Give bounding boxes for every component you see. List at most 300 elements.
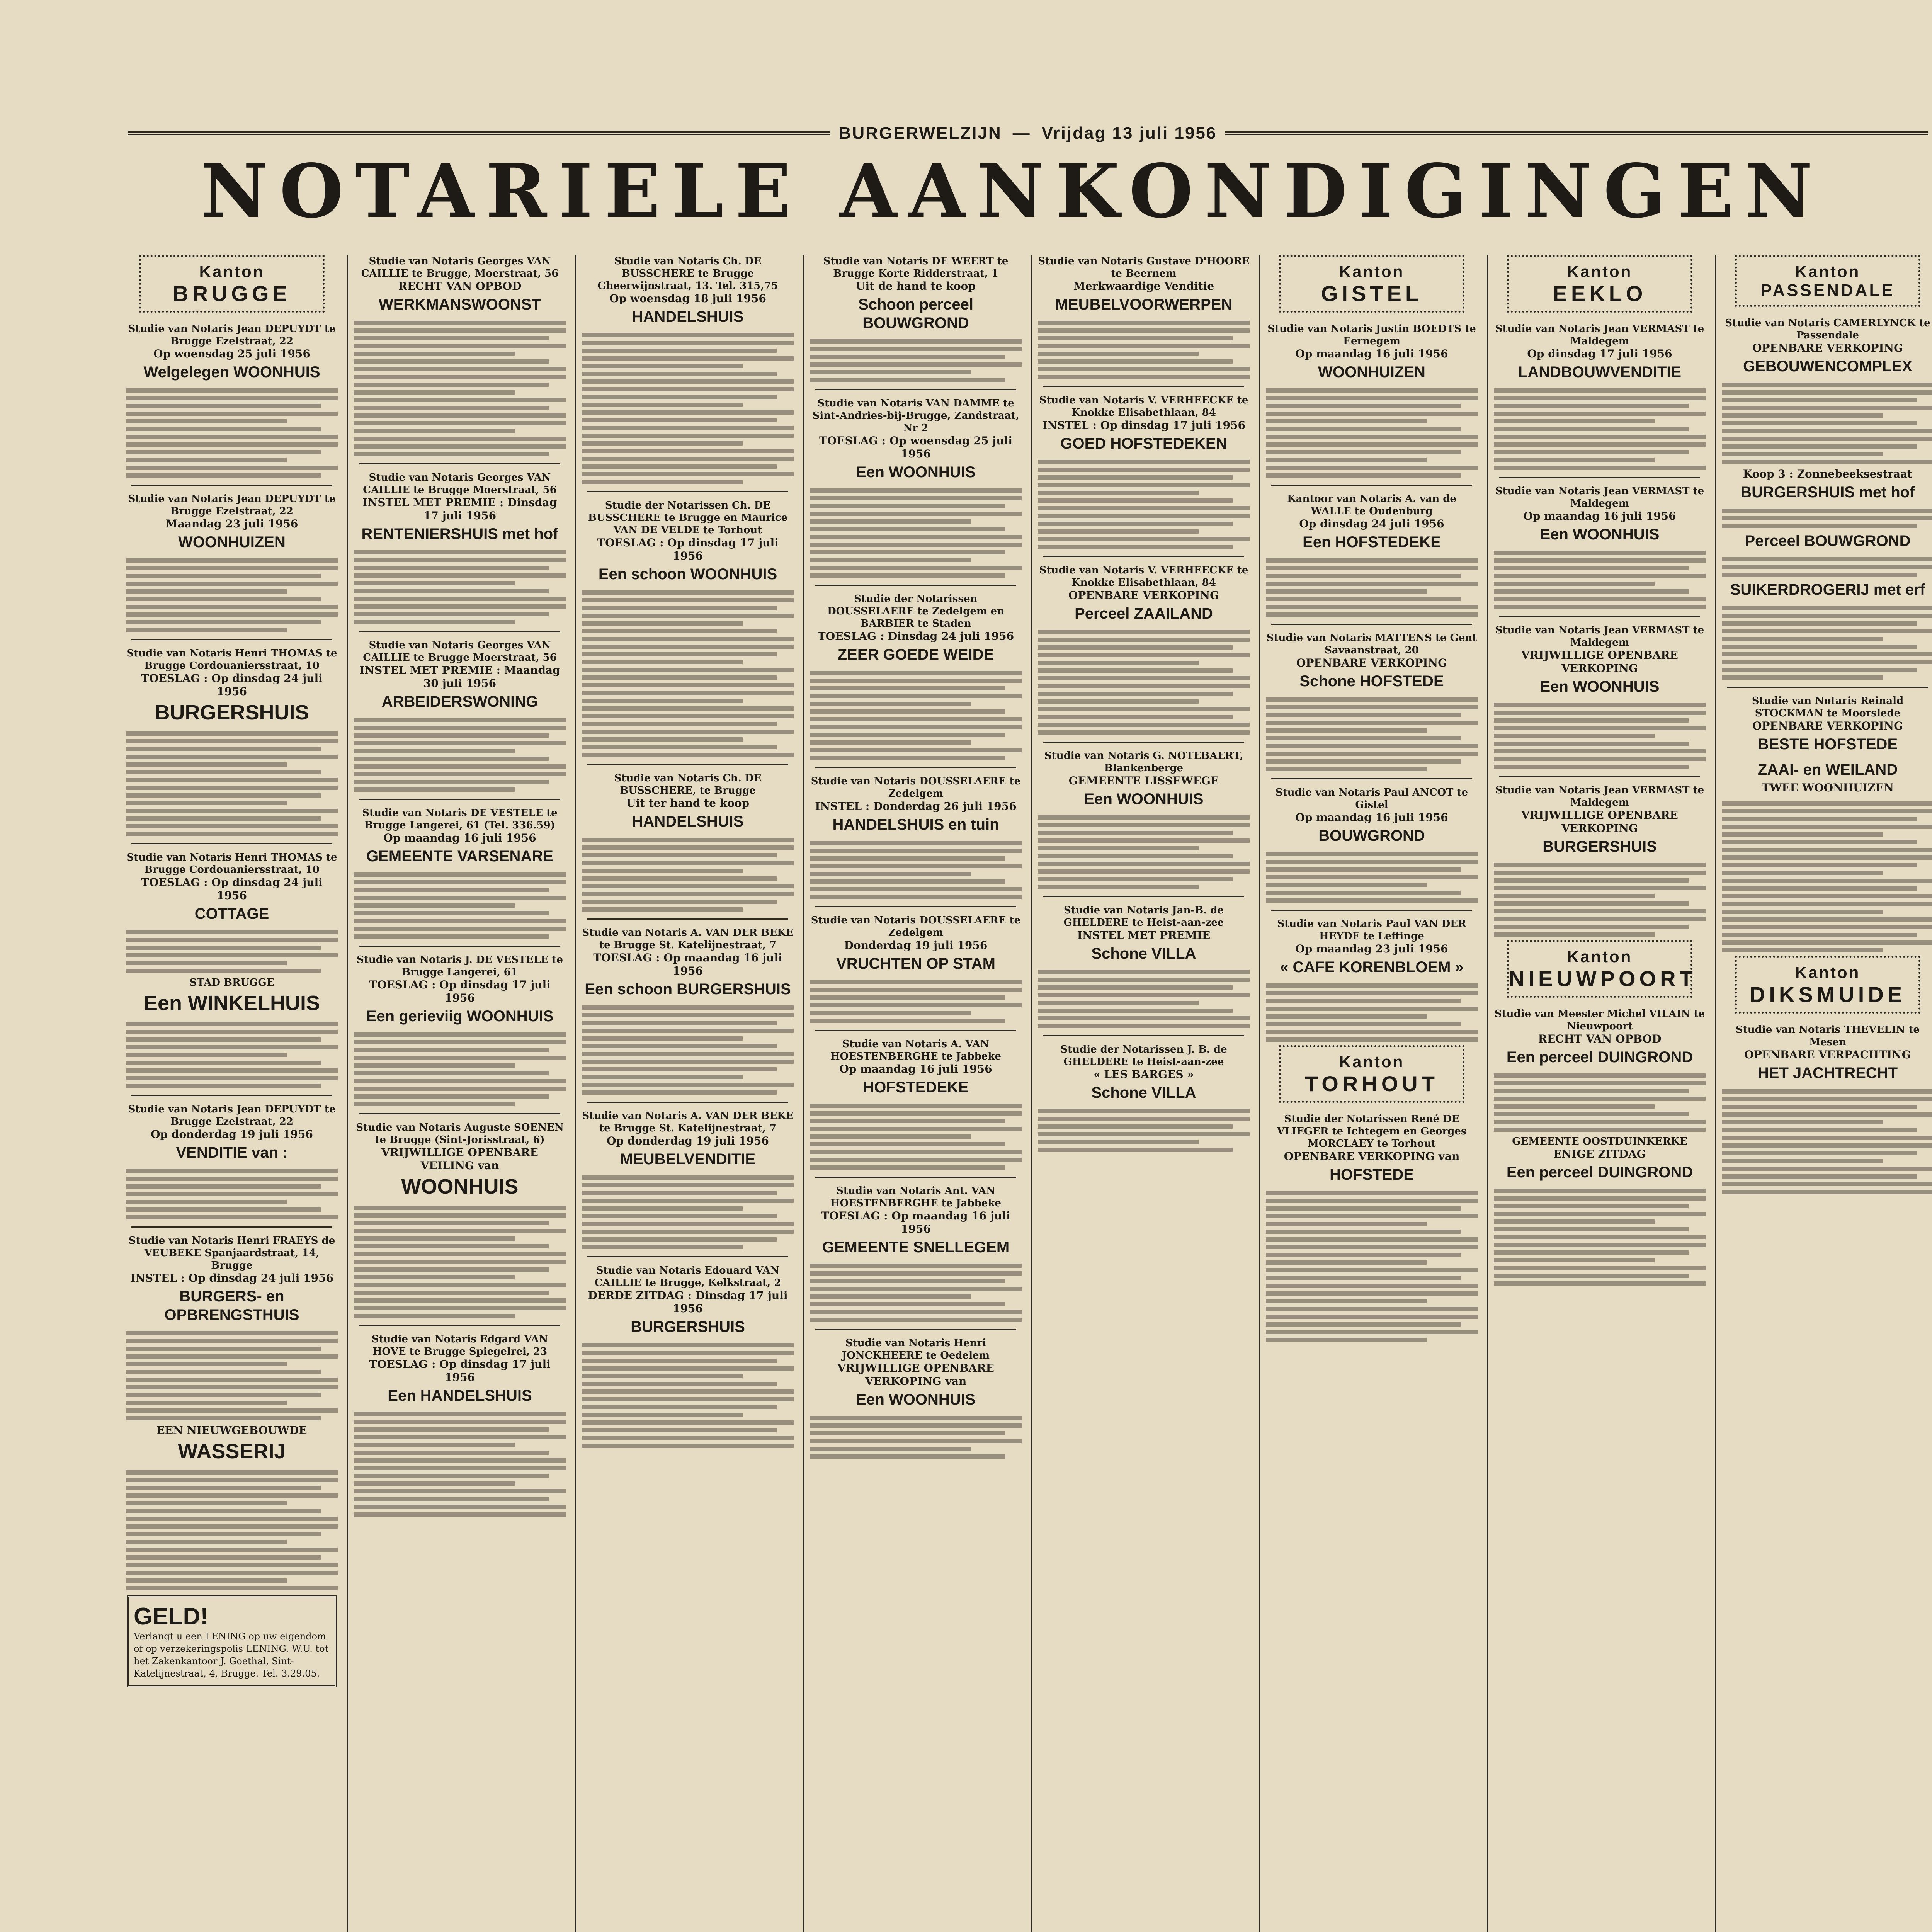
- kanton-brugge: [139, 255, 325, 313]
- column-4: [808, 255, 1024, 1932]
- notice: [126, 976, 338, 1015]
- notice-heading: Schone VILLA: [1091, 945, 1196, 962]
- notice: [1266, 1113, 1478, 1184]
- notice-study: Studie van Notaris Edouard VAN CAILLIE te Brugge, Kelkstraat, 2: [594, 1265, 781, 1289]
- column-rule: [575, 255, 576, 1932]
- notice-heading: GEMEENTE VARSENARE: [366, 848, 553, 865]
- page-title: NOTARIELE AANKONDIGINGEN: [201, 148, 1824, 234]
- divider: [1271, 485, 1472, 486]
- notice: [582, 499, 794, 583]
- notice-body-text: [582, 1005, 794, 1095]
- notice-date: VRIJWILLIGE OPENBARE VERKOPING van: [837, 1362, 994, 1388]
- column-3: [580, 255, 796, 1932]
- notice: [1038, 1043, 1250, 1102]
- notice: [1038, 564, 1250, 623]
- column-7: [1492, 255, 1708, 1932]
- notice: [1722, 580, 1932, 599]
- column-rule: [1259, 255, 1260, 1932]
- divider: [1043, 556, 1244, 557]
- notice-body-text: [1722, 1089, 1932, 1194]
- notice-date: Op maandag 16 juli 1956: [1295, 347, 1448, 360]
- notice-study: Studie van Notaris Jean DEPUYDT te Brugge Ezelstraat, 22: [128, 1104, 336, 1128]
- notice-heading: HET JACHTRECHT: [1757, 1065, 1898, 1082]
- kanton-label: Kanton: [1339, 262, 1405, 281]
- notice-heading: WOONHUIS: [401, 1175, 519, 1198]
- notice-study: Studie van Meester Michel VILAIN te Nieuwpoort: [1494, 1008, 1705, 1032]
- notice: [126, 1235, 338, 1324]
- notice: [1038, 750, 1250, 808]
- notice-heading: GOED HOFSTEDEKEN: [1060, 435, 1227, 452]
- notice-body-text: [126, 930, 338, 973]
- ad-geld-title: GELD!: [134, 1603, 208, 1630]
- divider: [359, 1113, 560, 1114]
- notice-heading: WERKMANSWOONST: [379, 296, 541, 313]
- divider: [815, 1030, 1016, 1031]
- notice-heading: BURGERSHUIS met hof: [1740, 484, 1915, 501]
- notice-body-text: [1494, 863, 1706, 937]
- notice-heading: Een WOONHUIS: [856, 464, 976, 481]
- notice-body-text: [810, 841, 1022, 899]
- notice-study: Studie van Notaris Justin BOEDTS te Eernegem: [1267, 323, 1476, 347]
- notice-date: TOESLAG : Op maandag 16 juli 1956: [593, 951, 782, 977]
- notice-heading: BESTE HOFSTEDE: [1757, 736, 1898, 753]
- column-6: [1264, 255, 1480, 1932]
- column-8: [1719, 255, 1932, 1932]
- notice: [1266, 786, 1478, 845]
- notice-body-text: [1494, 551, 1706, 609]
- notice-date: INSTEL : Op dinsdag 17 juli 1956: [1042, 419, 1245, 432]
- divider: [1271, 778, 1472, 779]
- notice-date: RECHT VAN OPBOD: [1538, 1032, 1662, 1045]
- notice-study: Studie van Notaris Henri THOMAS te Brugge Cordouaniersstraat, 10: [126, 648, 337, 672]
- divider: [815, 585, 1016, 586]
- notice-body-text: [126, 1470, 338, 1590]
- column-rule: [347, 255, 348, 1932]
- notice: [810, 593, 1022, 664]
- notice-heading: WASSERIJ: [178, 1440, 286, 1463]
- notice-body-text: [1266, 558, 1478, 617]
- notice-heading: Een HOFSTEDEKE: [1303, 534, 1441, 551]
- notice: [1494, 1135, 1706, 1182]
- divider: [1271, 910, 1472, 911]
- notice-study: Studie van Notaris Henri THOMAS te Brugge Cordouaniersstraat, 10: [126, 852, 337, 876]
- column-rule: [1715, 255, 1716, 1932]
- notice: [354, 807, 566, 866]
- notice-body-text: [1038, 1109, 1250, 1152]
- notice-study: GEMEENTE OOSTDUINKERKE: [1512, 1136, 1687, 1147]
- notice-study: Studie van Notaris J. DE VESTELE te Brugge Langerei, 61: [357, 954, 563, 978]
- divider: [131, 1226, 332, 1228]
- notice-date: VRIJWILLIGE OPENBARE VERKOPING: [1521, 649, 1678, 675]
- notice: [1038, 904, 1250, 963]
- notice-body-text: [1722, 801, 1932, 952]
- running-head: [128, 122, 1928, 145]
- kanton-label: Kanton: [1795, 262, 1861, 281]
- notice-date: Op woensdag 25 juli 1956: [153, 347, 310, 360]
- notice-study: Studie van Notaris Jean DEPUYDT te Brugge Ezelstraat, 22: [128, 493, 336, 517]
- notice-date: Op woensdag 18 juli 1956: [609, 292, 766, 305]
- kanton-diksmuide: [1735, 956, 1920, 1014]
- notice-heading: Een WINKELHUIS: [143, 992, 320, 1015]
- running-head-separator: —: [1012, 124, 1031, 143]
- notice-body-text: [354, 550, 566, 624]
- notice-heading: Welgelegen WOONHUIS: [143, 364, 320, 381]
- notice: [354, 255, 566, 314]
- notice-date: INSTEL MET PREMIE : Dinsdag 17 juli 1956: [362, 496, 557, 522]
- notice-study: Studie van Notaris CAMERLYNCK te Passendale: [1725, 317, 1930, 341]
- notice-body-text: [354, 1412, 566, 1517]
- divider: [815, 1177, 1016, 1178]
- notice-heading: MEUBELVOORWERPEN: [1055, 296, 1233, 313]
- notice: [354, 639, 566, 711]
- divider: [587, 764, 788, 765]
- notice-body-text: [1494, 1189, 1706, 1286]
- notice: [126, 1424, 338, 1463]
- notice-heading: WOONHUIZEN: [178, 534, 286, 551]
- notice-heading: Perceel ZAAILAND: [1075, 605, 1213, 622]
- notice-study: Studie der Notarissen Ch. DE BUSSCHERE te Brugge en Maurice VAN DE VELDE te Torhout: [588, 500, 788, 536]
- notice: [1266, 323, 1478, 381]
- kanton-gistel: [1279, 255, 1464, 313]
- notice: [1722, 468, 1932, 502]
- notice-body-text: [810, 488, 1022, 578]
- column-1: [124, 255, 340, 1932]
- notice-study: Kantoor van Notaris A. van de WALLE te Oudenburg: [1287, 493, 1456, 517]
- divider: [1499, 477, 1700, 478]
- notice-body-text: [1494, 1073, 1706, 1132]
- notice-study: Studie van Notaris Henri JONCKHEERE te Oedelem: [842, 1337, 990, 1361]
- notice-date: Op maandag 16 juli 1956: [1523, 510, 1676, 522]
- notice: [1038, 255, 1250, 314]
- notice-date: Op donderdag 19 juli 1956: [607, 1134, 769, 1147]
- notice-date: TOESLAG : Op woensdag 25 juli 1956: [819, 434, 1012, 460]
- notice-heading: Schone HOFSTEDE: [1299, 673, 1444, 690]
- notice: [126, 1103, 338, 1162]
- notice-body-text: [1722, 606, 1932, 680]
- ad-geld-text: Verlangt u een LENING op uw eigendom of op verzekeringspolis LENING. W.U. tot het Zakenkantoor J. Goethal, Sint-Katelijnestraat, 4, Brugge. Tel. 3.29.05.: [134, 1631, 329, 1679]
- notice: [1722, 760, 1932, 794]
- notice-date: TOESLAG : Op dinsdag 17 juli 1956: [369, 978, 551, 1004]
- kanton-label: Kanton: [1795, 963, 1861, 981]
- kanton-label: Kanton: [1567, 262, 1633, 281]
- notice-date: Op maandag 16 juli 1956: [1295, 811, 1448, 824]
- notice-heading: RENTENIERSHUIS met hof: [361, 526, 558, 543]
- notice-heading: Schoon perceel BOUWGROND: [858, 296, 973, 332]
- notice-heading: Een perceel DUINGROND: [1506, 1164, 1693, 1181]
- divider: [359, 799, 560, 800]
- divider: [359, 1325, 560, 1326]
- kanton-label: Kanton: [199, 262, 265, 281]
- notice: [1494, 624, 1706, 696]
- notice-body-text: [582, 333, 794, 484]
- notice: [1494, 1008, 1706, 1066]
- notice-heading: ARBEIDERSWONING: [381, 693, 538, 710]
- notice-date: TOESLAG : Dinsdag 24 juli 1956: [817, 630, 1014, 643]
- notice-study: Studie van Notaris Georges VAN CAILLIE te Brugge Moerstraat, 56: [363, 639, 557, 663]
- notice-heading: BURGERSHUIS: [631, 1318, 745, 1335]
- notice-study: Studie van Notaris A. VAN HOESTENBERGHE te Jabbeke: [830, 1038, 1001, 1062]
- notice: [126, 323, 338, 381]
- notice-heading: Een HANDELSHUIS: [388, 1387, 532, 1404]
- notice-date: Uit ter hand te koop: [626, 797, 749, 810]
- notice-study: Studie van Notaris MATTENS te Gent Savaanstraat, 20: [1266, 632, 1477, 656]
- notice-heading: Een WOONHUIS: [1540, 678, 1660, 695]
- notice-study: Studie van Notaris Jean VERMAST te Maldegem: [1495, 323, 1704, 347]
- notice: [582, 1264, 794, 1336]
- notice-body-text: [582, 1175, 794, 1249]
- notice-heading: BURGERSHUIS: [155, 701, 309, 724]
- notice-body-text: [810, 671, 1022, 760]
- divider: [1043, 742, 1244, 743]
- notice-date: INSTEL MET PREMIE: [1077, 929, 1211, 942]
- notice-study: Studie van Notaris A. VAN DER BEKE te Brugge St. Katelijnestraat, 7: [582, 927, 794, 951]
- notice-body-text: [1038, 630, 1250, 735]
- notice-body-text: [810, 1416, 1022, 1459]
- notice: [1494, 485, 1706, 544]
- notice: [582, 1110, 794, 1168]
- notice-heading: Een WOONHUIS: [1084, 791, 1204, 808]
- notice: [582, 772, 794, 831]
- column-5: [1036, 255, 1252, 1932]
- notice: [1722, 695, 1932, 753]
- notice-body-text: [810, 1104, 1022, 1170]
- notice-body-text: [354, 321, 566, 456]
- divider: [815, 389, 1016, 390]
- notice-date: Op dinsdag 24 juli 1956: [1299, 517, 1444, 530]
- notice-date: RECHT VAN OPBOD: [398, 280, 522, 293]
- notice-study: Studie van Notaris Ch. DE BUSSCHERE, te Brugge: [614, 772, 762, 796]
- notice-body-text: [126, 731, 338, 836]
- notice-heading: Schone VILLA: [1091, 1084, 1196, 1101]
- kanton-nieuwpoort: [1507, 940, 1697, 998]
- notice-study: Studie van Notaris Jean DEPUYDT te Brugge Ezelstraat, 22: [128, 323, 336, 347]
- header-rule-left: [128, 131, 830, 135]
- notice-study: Studie van Notaris VAN DAMME te Sint-Andries-bij-Brugge, Zandstraat, Nr 2: [812, 398, 1019, 434]
- notice-date: OPENBARE VERKOPING: [1752, 342, 1903, 354]
- notice-date: VRIJWILLIGE OPENBARE VERKOPING: [1521, 809, 1678, 835]
- kanton-name: TORHOUT: [1305, 1071, 1439, 1096]
- notice-heading: ZAAI- en WEILAND: [1757, 761, 1898, 778]
- notice-heading: COTTAGE: [194, 905, 269, 922]
- notice: [354, 1333, 566, 1405]
- notice-date: Donderdag 19 juli 1956: [844, 939, 988, 952]
- notice: [1722, 1024, 1932, 1082]
- ad-geld: [127, 1595, 337, 1687]
- notice-heading: BURGERSHUIS: [1543, 838, 1657, 855]
- notice-study: Studie van Notaris Jan-B. de GHELDERE te Heist-aan-zee: [1063, 905, 1224, 929]
- divider: [359, 946, 560, 947]
- notice-study: Studie van Notaris G. NOTEBAERT, Blankenberge: [1044, 750, 1243, 774]
- notice-date: OPENBARE VERKOPING: [1296, 656, 1447, 669]
- notice-body-text: [1038, 460, 1250, 549]
- notice-date: Koop 3 : Zonnebeeksestraat: [1743, 468, 1913, 480]
- notice-body-text: [1266, 697, 1478, 771]
- notice-study: Studie van Notaris A. VAN DER BEKE te Brugge St. Katelijnestraat, 7: [582, 1110, 794, 1134]
- notice-body-text: [126, 388, 338, 478]
- notice-heading: HANDELSHUIS: [632, 813, 744, 830]
- notice-date: Op maandag 23 juli 1956: [1295, 942, 1448, 955]
- kanton-torhout: [1279, 1045, 1464, 1103]
- divider: [1271, 624, 1472, 625]
- notice-body-text: [582, 1343, 794, 1448]
- notice-body-text: [354, 718, 566, 792]
- notice-body-text: [1266, 388, 1478, 478]
- notice-body-text: [126, 1331, 338, 1420]
- notice-body-text: [354, 1206, 566, 1318]
- notice-study: Studie van Notaris DOUSSELAERE te Zedelgem: [811, 776, 1021, 799]
- notice-study: Studie van Notaris Reinald STOCKMAN te Moorslede: [1752, 695, 1904, 719]
- notice: [810, 914, 1022, 973]
- notice: [354, 471, 566, 543]
- notice-date: Op dinsdag 17 juli 1956: [1527, 347, 1672, 360]
- notice-heading: LANDBOUWVENDITIE: [1518, 364, 1682, 381]
- notice-heading: BURGERS- en OPBRENGSTHUIS: [164, 1288, 299, 1323]
- notice-date: TOESLAG : Op dinsdag 17 juli 1956: [597, 536, 779, 562]
- notice-study: Studie van Notaris THEVELIN te Mesen: [1735, 1024, 1920, 1048]
- notice-body-text: [126, 1022, 338, 1088]
- notice-heading: GEBOUWENCOMPLEX: [1743, 358, 1912, 375]
- notice-body-text: [1494, 703, 1706, 769]
- notice-body-text: [810, 980, 1022, 1023]
- divider: [1043, 1035, 1244, 1036]
- divider: [815, 767, 1016, 768]
- notice-date: « LES BARGES »: [1094, 1068, 1194, 1081]
- notice-date: Op maandag 16 juli 1956: [383, 832, 536, 844]
- divider: [587, 1102, 788, 1103]
- notice-body-text: [1038, 970, 1250, 1028]
- notice-body-text: [810, 1264, 1022, 1322]
- notice-study: Studie der Notarissen René DE VLIEGER te Ichtegem en Georges MORCLAEY te Torhout: [1277, 1113, 1467, 1150]
- notice-body-text: [1266, 1191, 1478, 1342]
- notice-heading: HOFSTEDEKE: [863, 1079, 969, 1096]
- notice-heading: Een WOONHUIS: [1540, 526, 1660, 543]
- notice-body-text: [1722, 509, 1932, 528]
- notice-study: Studie van Notaris Ch. DE BUSSCHERE te Brugge Gheerwijnstraat, 13. Tel. 315,75: [597, 255, 778, 292]
- divider: [587, 491, 788, 492]
- notice-study: Studie van Notaris Gustave D'HOORE te Beernem: [1038, 255, 1250, 279]
- notice-study: Studie van Notaris Georges VAN CAILLIE te Brugge, Moerstraat, 56: [361, 255, 559, 279]
- notice-heading: Een schoon WOONHUIS: [598, 566, 777, 583]
- divider: [1727, 687, 1928, 688]
- notice-date: Maandag 23 juli 1956: [165, 517, 298, 530]
- notice: [1494, 323, 1706, 381]
- kanton-label: Kanton: [1567, 947, 1633, 966]
- header-rule-right: [1225, 131, 1928, 135]
- kanton-passendale: [1735, 255, 1920, 307]
- notice-date: Op maandag 16 juli 1956: [839, 1063, 992, 1075]
- notice-date: TOESLAG : Op dinsdag 24 juli 1956: [141, 876, 323, 902]
- notice: [126, 493, 338, 551]
- notice-body-text: [354, 1032, 566, 1106]
- column-rule: [803, 255, 804, 1932]
- notice-date: INSTEL : Donderdag 26 juli 1956: [815, 800, 1017, 813]
- running-head-title: BURGERWELZIJN: [838, 124, 1002, 143]
- divider: [587, 1256, 788, 1257]
- notice: [1266, 918, 1478, 976]
- notice-study: Studie van Notaris V. VERHEECKE te Knokke Elisabethlaan, 84: [1039, 395, 1248, 418]
- kanton-name: DIKSMUIDE: [1749, 982, 1906, 1007]
- notice-date: VRIJWILLIGE OPENBARE VEILING van: [381, 1146, 538, 1172]
- notice-body-text: [582, 590, 794, 757]
- notice: [810, 255, 1022, 332]
- kanton-label: Kanton: [1339, 1053, 1405, 1071]
- notice-heading: VENDITIE van :: [176, 1144, 288, 1161]
- notice-heading: Een WOONHUIS: [856, 1391, 976, 1408]
- notice-body-text: [810, 339, 1022, 382]
- notice-body-text: [1722, 383, 1932, 464]
- notice-body-text: [1266, 983, 1478, 1042]
- notice-date: OPENBARE VERKOPING van: [1284, 1150, 1460, 1163]
- notice-heading: HANDELSHUIS en tuin: [832, 816, 999, 833]
- notice: [582, 255, 794, 326]
- notice-body-text: [126, 1169, 338, 1219]
- notice: [126, 851, 338, 923]
- notice-study: Studie van Notaris Ant. VAN HOESTENBERGHE te Jabbeke: [830, 1185, 1001, 1209]
- notice-study: STAD BRUGGE: [189, 977, 274, 988]
- notice: [810, 1185, 1022, 1257]
- notice-date: Op donderdag 19 juli 1956: [151, 1128, 313, 1141]
- notice: [354, 954, 566, 1026]
- kanton-name: EEKLO: [1553, 281, 1647, 306]
- column-rule: [1487, 255, 1488, 1932]
- notice: [1038, 394, 1250, 453]
- notice-study: Studie van Notaris Henri FRAEYS de VEUBEKE Spanjaardstraat, 14, Brugge: [128, 1235, 335, 1271]
- notice-heading: HOFSTEDE: [1330, 1166, 1414, 1183]
- notice-date: Merkwaardige Venditie: [1073, 280, 1214, 293]
- notice: [1494, 784, 1706, 856]
- notice-heading: « CAFE KORENBLOEM »: [1280, 959, 1464, 976]
- notice: [810, 397, 1022, 481]
- kanton-eeklo: [1507, 255, 1692, 313]
- divider: [131, 1095, 332, 1096]
- notice-date: TWEE WOONHUIZEN: [1762, 781, 1894, 794]
- divider: [815, 1329, 1016, 1330]
- notice: [810, 1337, 1022, 1409]
- notice-heading: Een schoon BURGERSHUIS: [585, 981, 791, 998]
- notice-heading: GEMEENTE SNELLEGEM: [822, 1239, 1010, 1256]
- column-rule: [1031, 255, 1032, 1932]
- kanton-name: PASSENDALE: [1760, 281, 1895, 300]
- notice-body-text: [582, 838, 794, 912]
- divider: [587, 918, 788, 920]
- divider: [1499, 616, 1700, 617]
- notice-date: OPENBARE VERKOPING: [1068, 589, 1219, 602]
- columns-area: [124, 255, 1932, 1932]
- notice-study: Studie der Notarissen DOUSSELAERE te Zedelgem en BARBIER te Staden: [827, 593, 1004, 629]
- notice-heading: WOONHUIZEN: [1318, 364, 1425, 381]
- divider: [359, 631, 560, 632]
- notice-study: Studie van Notaris Georges VAN CAILLIE te Brugge Moerstraat, 56: [363, 472, 557, 496]
- notice-heading: MEUBELVENDITIE: [620, 1151, 756, 1168]
- notice-body-text: [354, 872, 566, 939]
- notice-date: Uit de hand te koop: [856, 280, 976, 293]
- notice-study: Studie der Notarissen J. B. de GHELDERE te Heist-aan-zee: [1060, 1044, 1227, 1068]
- notice-heading: SUIKERDROGERIJ met erf: [1730, 581, 1925, 598]
- notice-date: INSTEL : Op dinsdag 24 juli 1956: [130, 1272, 333, 1284]
- kanton-name: GISTEL: [1321, 281, 1423, 306]
- notice-study: Studie van Notaris DOUSSELAERE te Zedelgem: [811, 915, 1021, 939]
- notice: [354, 1121, 566, 1199]
- column-2: [352, 255, 568, 1932]
- divider: [1043, 896, 1244, 897]
- notice-study: Studie van Notaris Jean VERMAST te Maldegem: [1495, 624, 1704, 648]
- notice-study: Studie van Notaris Jean VERMAST te Maldegem: [1495, 485, 1704, 509]
- notice-date: DERDE ZITDAG : Dinsdag 17 juli 1956: [588, 1289, 788, 1315]
- notice-date: OPENBARE VERPACHTING: [1744, 1048, 1911, 1061]
- notice-heading: VRUCHTEN OP STAM: [836, 955, 995, 972]
- notice: [582, 927, 794, 998]
- notice: [1266, 632, 1478, 690]
